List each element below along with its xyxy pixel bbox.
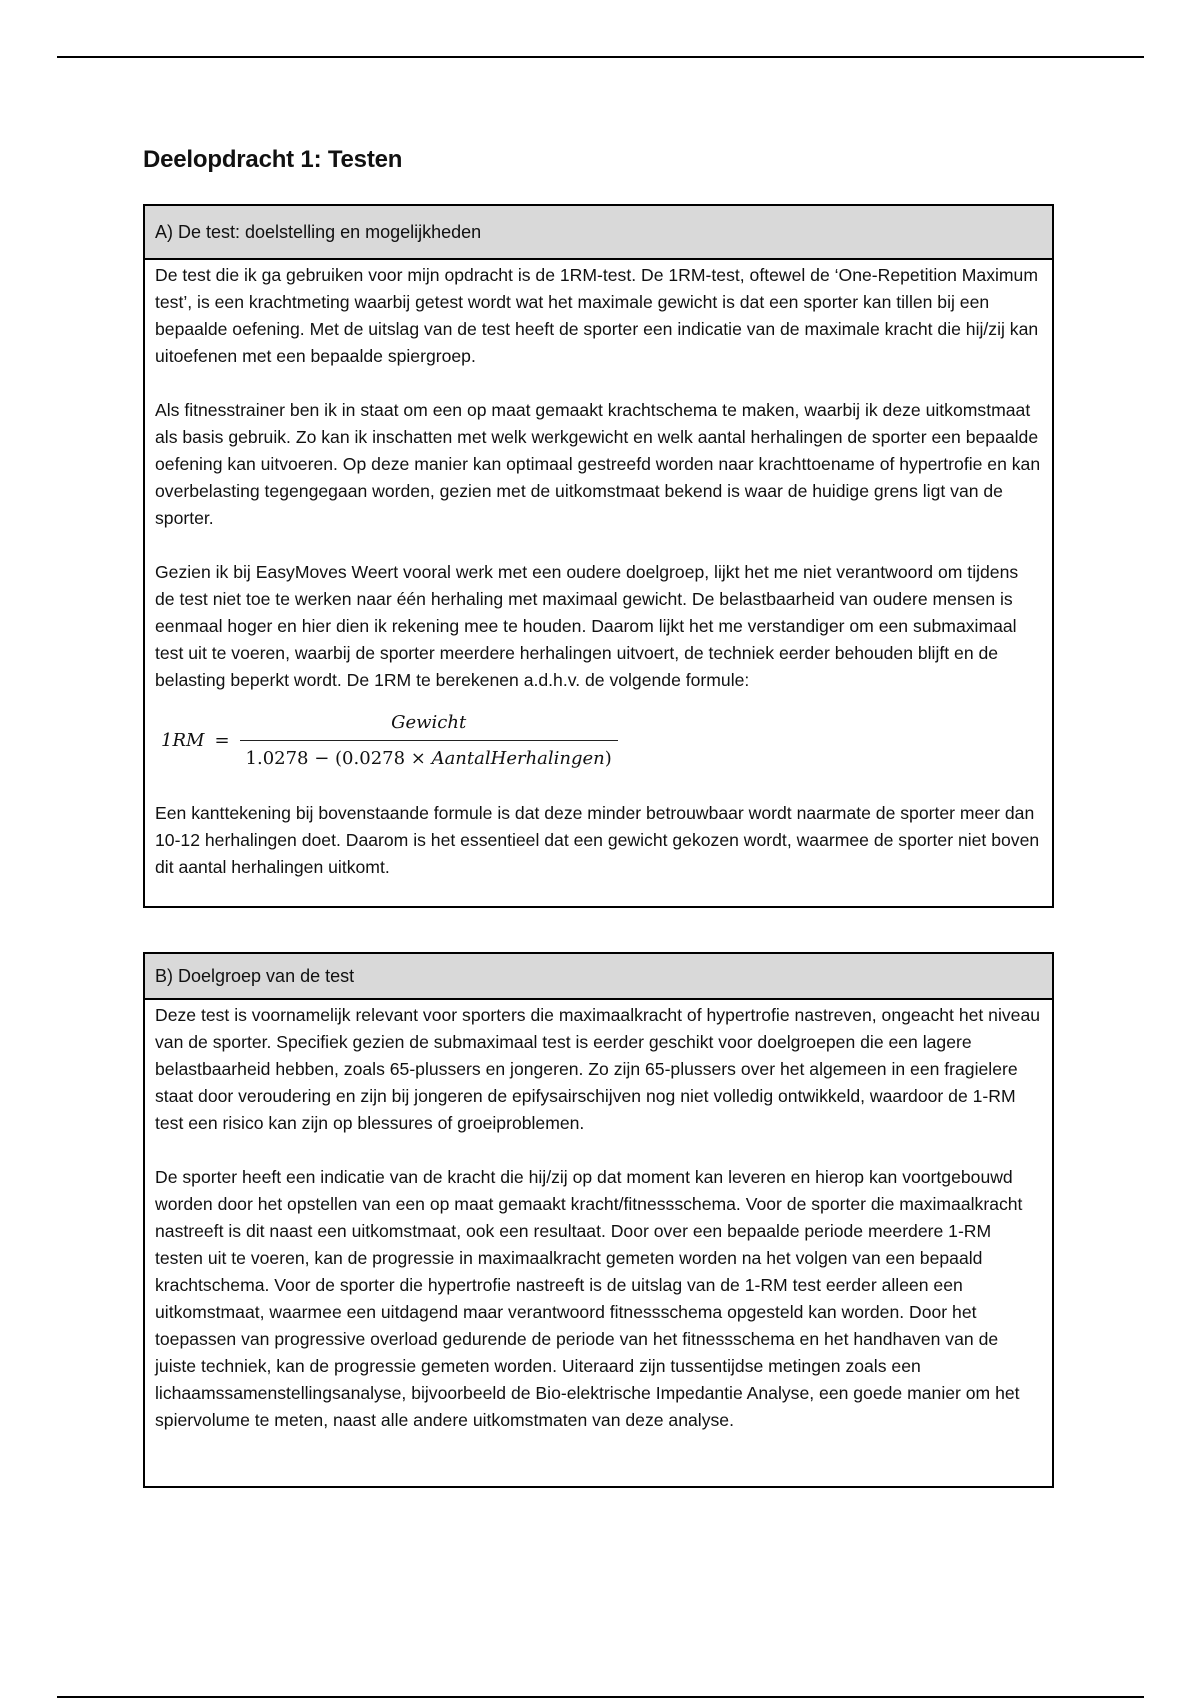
section-a-header: A) De test: doelstelling en mogelijkheden	[145, 206, 1052, 260]
section-b-paragraph-1: Deze test is voornamelijk relevant voor sporters die maximaalkracht of hypertrofie nastreven, ongeacht het niveau van de sporter. Specifiek gezien de submaximaal test is eerder geschikt voor doelgroepen die een lagere belastbaarheid hebben, zoals 65-plussers en jongeren. Zo zijn 65-plussers over het algemeen in een fragielere staat door veroudering en zijn bij jongeren de epifysairschijven nog niet volledig ontwikkeld, waardoor de 1-RM test een risico kan zijn op blessures of groeiproblemen.	[155, 1005, 1041, 1133]
formula-denominator-variable: AantalHerhalingen	[431, 747, 605, 769]
section-a-paragraph-4: Een kanttekening bij bovenstaande formule is dat deze minder betrouwbaar wordt naarmate de sporter meer dan 10-12 herhalingen doet. Daarom is het essentieel dat een gewicht gekozen wordt, waarmee de sporter niet boven dit aantal herhalingen uitkomt.	[155, 803, 1040, 877]
formula-denominator-suffix: )	[604, 747, 612, 769]
formula-fraction	[240, 709, 618, 772]
section-b-paragraph-2: De sporter heeft een indicatie van de kracht die hij/zij op dat moment kan leveren en hierop kan voortgebouwd worden door het opstellen van een op maat gemaakt kracht/fitnessschema. Voor de sporter die maximaalkracht nastreeft is dit naast een uitkomstmaat, ook een resultaat. Door over een bepaalde periode meerdere 1-RM testen uit te voeren, kan de progressie in maximaalkracht gemeten worden na het volgen van een bepaald krachtschema. Voor de sporter die hypertrofie nastreeft is de uitslag van de 1-RM test eerder alleen een uitkomstmaat, waarmee een uitdagend maar verantwoord fitnessschema opgesteld kan worden. Door het toepassen van progressive overload gedurende de periode van het fitnessschema en het handhaven van de juiste techniek, kan de progressie gemeten worden. Uiteraard zijn tussentijdse metingen zoals een lichaamssamenstellingsanalyse, bijvoorbeeld de Bio-elektrische Impedantie Analyse, een goede manier om het spiervolume te meten, naast alle andere uitkomstmaten van deze analyse.	[155, 1167, 1023, 1430]
formula-lhs: 1RM	[161, 729, 205, 751]
section-a-paragraph-2: Als fitnesstrainer ben ik in staat om een op maat gemaakt krachtschema te maken, waarbij ik deze uitkomstmaat als basis gebruik. Zo kan ik inschatten met welk werkgewicht en welk aantal herhalingen de sporter een bepaalde oefening kan uitvoeren. Op deze manier kan optimaal gestreefd worden naar krachttoename of hypertrofie en kan overbelasting tegengegaan worden, gezien met de uitkomstmaat bekend is waar de huidige grens ligt van de sporter.	[155, 400, 1041, 528]
footer-rule	[57, 1696, 1144, 1698]
section-b-header: B) Doelgroep van de test	[145, 954, 1052, 1000]
section-a-body	[145, 260, 1052, 881]
section-a-paragraph-3: Gezien ik bij EasyMoves Weert vooral werk met een oudere doelgroep, lijkt het me niet verantwoord om tijdens de test niet toe te werken naar één herhaling met maximaal gewicht. De belastbaarheid van oudere mensen is eenmaal hoger en hier dien ik rekening mee te houden. Daarom lijkt het me verstandiger om een submaximaal test uit te voeren, waarbij de sporter meerdere herhalingen uitvoert, de techniek eerder behouden blijft en de belasting beperkt wordt. De 1RM te berekenen a.d.h.v. de volgende formule:	[155, 562, 1019, 690]
section-b-body	[145, 1000, 1052, 1434]
section-b-table	[143, 952, 1054, 1488]
section-a-paragraph-1: De test die ik ga gebruiken voor mijn opdracht is de 1RM-test. De 1RM-test, oftewel de ‘One-Repetition Maximum test’, is een krachtmeting waarbij getest wordt wat het maximale gewicht is dat een sporter kan tillen bij een bepaalde oefening. Met de uitslag van de test heeft de sporter een indicatie van de maximale kracht die hij/zij kan uitoefenen met een bepaalde spiergroep.	[155, 265, 1039, 366]
header-rule	[57, 56, 1144, 58]
formula-numerator: Gewicht	[391, 711, 467, 733]
formula-denominator-prefix: 1.0278 − (0.0278 ×	[245, 747, 432, 769]
page-title: Deelopdracht 1: Testen	[143, 146, 403, 173]
formula-denominator	[240, 741, 618, 772]
formula-equals: =	[214, 729, 230, 751]
section-a-table	[143, 204, 1054, 908]
one-rm-formula	[161, 708, 1042, 772]
